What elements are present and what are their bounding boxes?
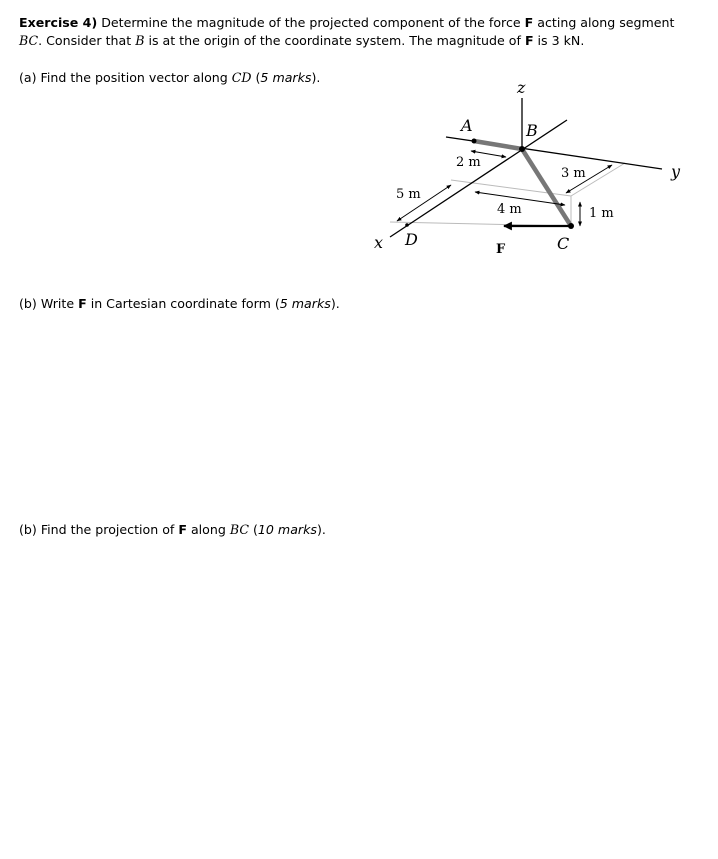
segment-symbol: CD: [231, 70, 252, 85]
part-text: (b) Find the projection of: [19, 522, 179, 537]
statement-text: Determine the magnitude of the projected component of the force: [97, 15, 525, 30]
dim-label-3m: 3 m: [561, 166, 586, 181]
axis-x-label: x: [374, 233, 384, 252]
point-c-label: C: [557, 234, 570, 253]
statement-text: is at the origin of the coordinate system. The magnitude of: [144, 33, 525, 48]
part-text: (: [251, 70, 261, 85]
point-d-dot: [405, 223, 409, 227]
part-text: in Cartesian coordinate form (: [86, 296, 280, 311]
axis-z-label: z: [517, 78, 526, 97]
force-symbol: F: [78, 296, 87, 311]
force-symbol: F: [524, 33, 534, 48]
statement-text: is 3 kN.: [533, 33, 585, 48]
marks: 5 marks: [260, 70, 312, 85]
force-symbol: F: [524, 15, 534, 30]
exercise-title: Exercise 4): [19, 15, 98, 30]
statement-text: acting along segment: [533, 15, 675, 30]
marks: 10 marks: [257, 522, 317, 537]
part-text: (a) Find the position vector along: [19, 70, 232, 85]
axis-y-label: y: [671, 162, 681, 181]
dim-label-2m: 2 m: [456, 155, 481, 170]
dim-label-5m: 5 m: [396, 187, 421, 202]
marks: 5 marks: [279, 296, 331, 311]
force-label: F: [496, 242, 506, 257]
dim-label-1m: 1 m: [589, 206, 614, 221]
member-bc: [522, 149, 571, 226]
part-text: ).: [330, 296, 340, 311]
part-text: (: [248, 522, 258, 537]
point-b-dot: [519, 146, 525, 152]
point-symbol: B: [135, 33, 145, 48]
member-ab: [474, 141, 522, 149]
dim-label-4m: 4 m: [497, 202, 522, 217]
point-a-label: A: [461, 116, 473, 135]
part-text: ).: [311, 70, 321, 85]
part-text: along: [186, 522, 230, 537]
part-text: ).: [316, 522, 326, 537]
point-d-label: D: [405, 230, 418, 249]
part-text: (b) Write: [19, 296, 79, 311]
segment-symbol: BC: [19, 33, 39, 48]
point-b-label: B: [526, 121, 538, 140]
statement-text: . Consider that: [38, 33, 136, 48]
segment-symbol: BC: [229, 522, 249, 537]
force-symbol: F: [178, 522, 187, 537]
point-a-dot: [472, 139, 477, 144]
